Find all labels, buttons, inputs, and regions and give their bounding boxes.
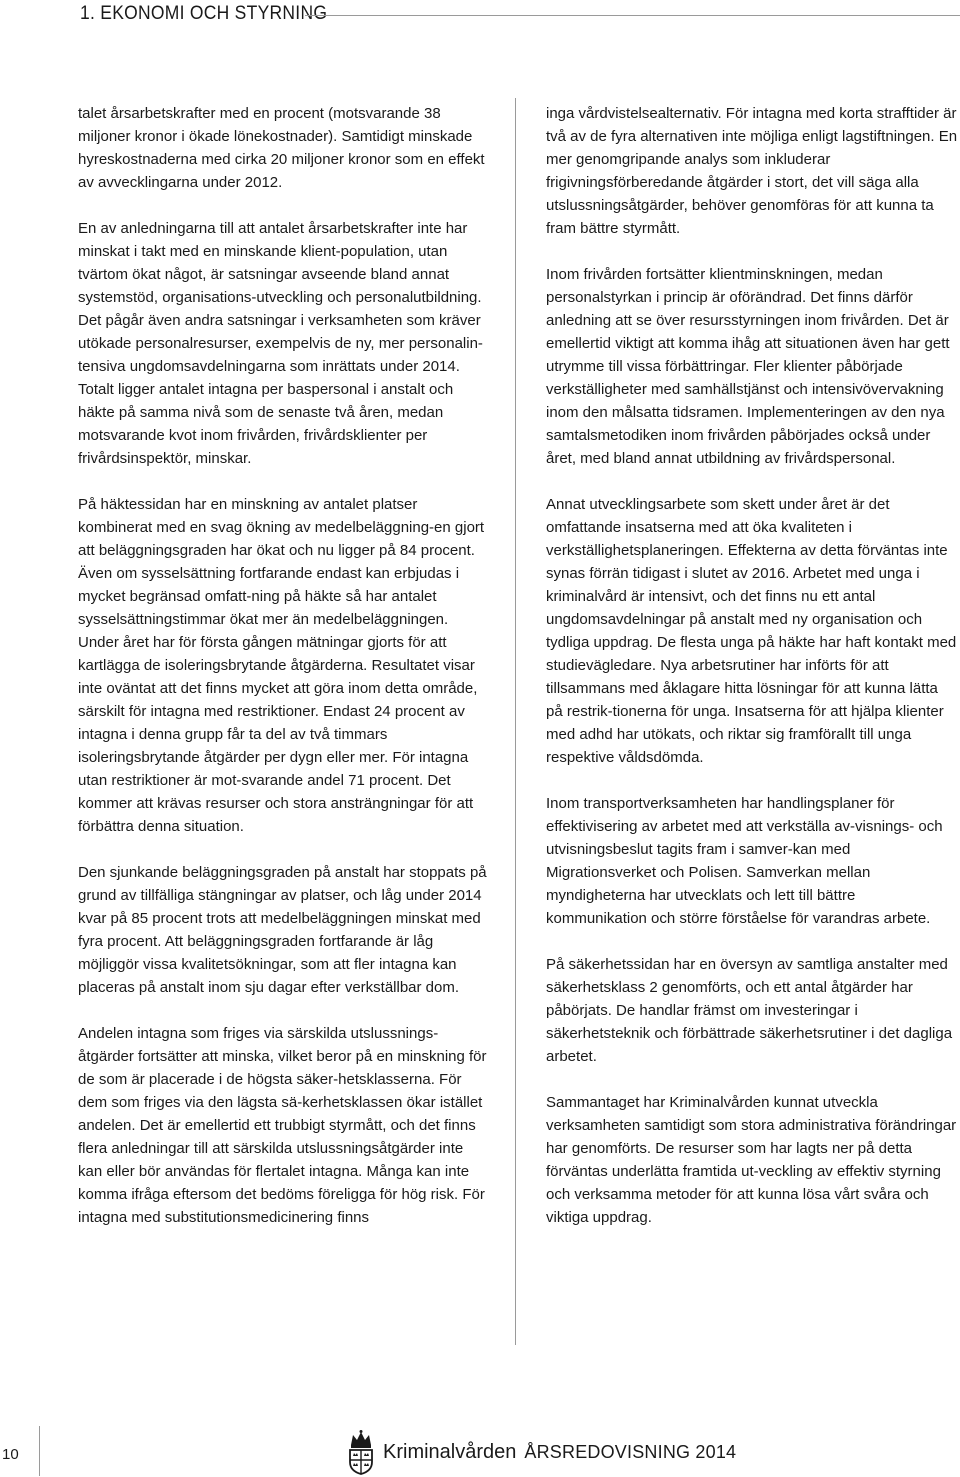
column-divider bbox=[515, 98, 516, 1345]
paragraph: Inom transportverksamheten har handlingsplaner för effektivisering av arbetet med att verkställa av-visnings- och utvisningsbeslut tagits fram i samver-kan med Migrationsverket och Polisen. Samverkan mellan myndigheterna har utvecklats och lett till bättre kommunikation och större förståelse för varandras arbete. bbox=[546, 795, 943, 927]
paragraph: En av anledningarna till att antalet årsarbetskrafter inte har minskat i takt med en minskande klient-population, utan tvärtom ökat något, är satsningar avseende bland annat systemstöd, organisations-utveckling och personalutbildning. Det pågår även andra satsningar i verksamheten som kräver utökade personalresurser, exempelvis de ny, mer personalin-tensiva ungdomsavdelningarna som inrättats under 2014. Totalt ligger antalet intagna per baspersonal i anstalt och häkte på samma nivå som de senaste två åren, medan motsvarande kvot inom frivården, frivårdsklienter per frivårdsinspektör, minskar. bbox=[78, 220, 483, 467]
paragraph: Inom frivården fortsätter klientminskningen, medan personalstyrkan i princip är oförändrad. Det finns därför anledning att se över resursstyrningen inom frivården. Det är emellertid viktigt att komma ihåg att situationen även har gett utrymme till vissa förbättringar. Fler klienter påbörjade verkställigheter med samhällstjänst och intensivövervakning inom den målsatta tidsramen. Implementeringen av den nya samtalsmetodiken inom frivården påbörjades också under året, med bland annat utbildning av frivårdspersonal. bbox=[546, 266, 950, 467]
paragraph: inga vårdvistelsealternativ. För intagna med korta strafftider är två av de fyra alternativen inte möjliga enligt lagstiftningen. En mer genomgripande analys som inkluderar frigivningsförberedande åtgärder i stort, det vill säga alla utslussningsåtgärder, behöver genomföras för att kunna ta fram bättre styrmått. bbox=[546, 105, 958, 237]
brand-name: Kriminalvården bbox=[383, 1440, 517, 1463]
paragraph: På säkerhetssidan har en översyn av samtliga anstalter med säkerhetsklass 2 genomförts, och ett antal åtgärder har påbörjats. De handlar främst om investeringar i säkerhetsteknik och förbättrade säkerhetsrutiner i det dagliga arbetet. bbox=[546, 956, 953, 1065]
right-column bbox=[546, 102, 958, 1252]
crown-icon bbox=[345, 1429, 377, 1475]
left-column bbox=[78, 102, 490, 1252]
paragraph: talet årsarbetskrafter med en procent (motsvarande 38 miljoner kronor i ökade lönekostnader). Samtidigt minskade hyreskostnaderna med cirka 20 miljoner kronor som en effekt av avvecklingarna under 2012. bbox=[78, 105, 485, 191]
footer-brand bbox=[345, 1428, 736, 1476]
paragraph: Sammantaget har Kriminalvården kunnat utveckla verksamheten samtidigt som stora administrativa förändringar har genomförts. De resurser som har lagts ner på detta förväntas underlätta framtida ut-veckling av effektiv styrning och verksamma metoder för att kunna lösa vårt svåra och viktiga uppdrag. bbox=[546, 1094, 957, 1226]
paragraph: Annat utvecklingsarbete som skett under året är det omfattande insatserna med att öka kvaliteten i verkställighetsplaneringen. Effekterna av detta förväntas inte synas förrän tidigast i slutet av 2016. Arbetet med unga i kriminalvård är intensivt, och det finns nu ett antal ungdomsavdelningar på anstalt med ny organisation och tydliga uppdrag. De flesta unga på häkte har haft kontakt med studievägledare. Nya arbetsrutiner har införts för att tillsammans med åklagare hitta lösningar för att kunna lätta på restrik-tionerna för unga. Insatserna för att hjälpa klienter med adhd har utökats, och riktar sig framförallt till unga respektive våldsdömda. bbox=[546, 496, 957, 766]
title-rule bbox=[305, 15, 960, 16]
paragraph: Andelen intagna som friges via särskilda utslussnings-åtgärder fortsätter att minska, vilket beror på en minskning för de som är placerade i de högsta säker-hetsklasserna. För dem som friges via den lägsta sä-kerhetsklassen ökar istället andelen. Det är emellertid ett trubbigt styrmått, och det finns flera anledningar till att särskilda utslussningsåtgärder inte kan eller bör användas för flertalet intagna. Många kan inte komma ifråga eftersom det bedöms föreligga för hög risk. För intagna med substitutionsmedicinering finns bbox=[78, 1025, 487, 1226]
report-name: ÅRSREDOVISNING 2014 bbox=[524, 1441, 737, 1462]
paragraph: På häktessidan har en minskning av antalet platser kombinerat med en svag ökning av medelbeläggning-en gjort att beläggningsgraden har ökat och nu ligger på 84 procent. Även om sysselsättning fortfarande endast kan erbjudas i mycket begränsad omfatt-ning på häkte så har antalet sysselsättningstimmar ökat mer än medelbeläggningen. Under året har för första gången mätningar gjorts för att kartlägga de isoleringsbrytande åtgärderna. Resultatet visar inte oväntat att det finns mycket att göra inom detta område, särskilt för intagna med restriktioner. Endast 24 procent av intagna i denna grupp får ta del av två timmars isoleringsbrytande åtgärder per dygn eller mer. För intagna utan restriktioner är mot-svarande andel 71 procent. Det kommer att krävas resurser och stora ansträngningar för att förbättra denna situation. bbox=[78, 496, 485, 835]
paragraph: Den sjunkande beläggningsgraden på anstalt har stoppats på grund av tillfälliga stängningar av platser, och låg under 2014 kvar på 85 procent trots att medelbeläggningen minskat med fyra procent. Att beläggningsgraden fortfarande är låg möjliggör vissa kvalitetsökningar, som att fler intagna kan placeras på anstalt inom sju dagar efter verkställbar dom. bbox=[78, 864, 487, 996]
page-number-rule bbox=[39, 1426, 40, 1476]
page-number: 10 bbox=[2, 1446, 19, 1463]
section-title: 1. EKONOMI OCH STYRNING bbox=[80, 3, 328, 24]
